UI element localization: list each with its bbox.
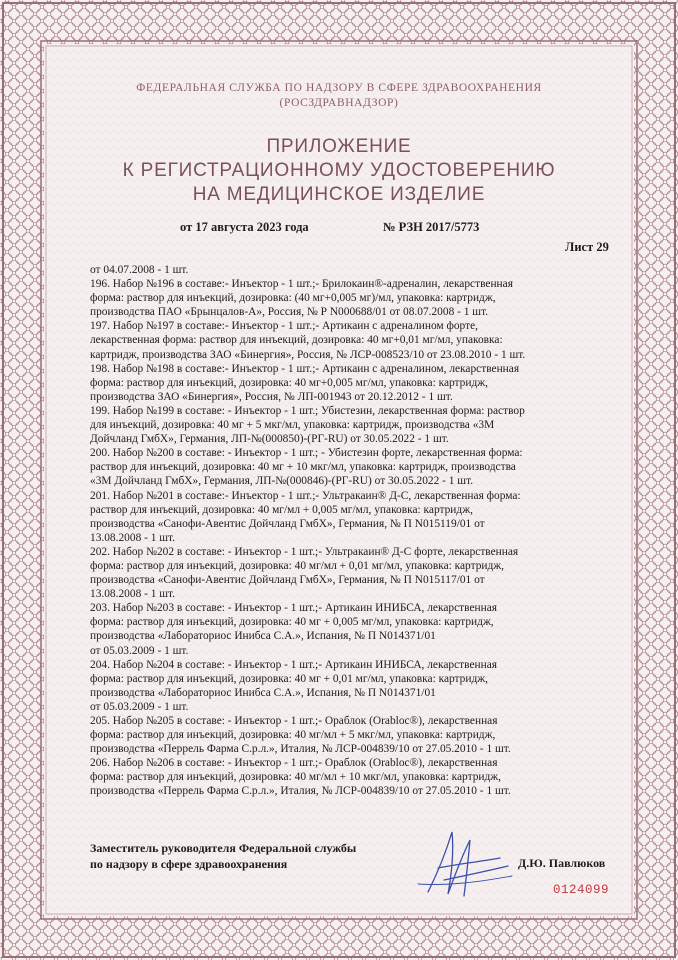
body-line: 204. Набор №204 в составе: - Инъектор - 1 шт.;- Артикаин ИНИБСА, лекарственная xyxy=(90,658,497,671)
body-line: 196. Набор №196 в составе:- Инъектор - 1 шт.;- Брилокаин®-адреналин, лекарственная xyxy=(90,278,513,291)
body-line: 13.08.2008 - 1 шт. xyxy=(90,531,176,544)
body-line: производства «Перрель Фарма С.р.л.», Италия, № ЛСР-004839/10 от 27.05.2010 - 1 шт. xyxy=(90,743,511,756)
signatory-position-line2: по надзору в сфере здравоохранения xyxy=(90,857,288,871)
signer-name: Д.Ю. Павлюков xyxy=(518,856,606,870)
body-line: производства «Санофи-Авентис Дойчланд ГмбХ», Германия, № П N015117/01 от xyxy=(90,574,485,587)
body-line: от 05.03.2009 - 1 шт. xyxy=(90,644,189,657)
signatory-position xyxy=(90,840,356,872)
agency-name: ФЕДЕРАЛЬНАЯ СЛУЖБА ПО НАДЗОРУ В СФЕРЕ ЗДРАВООХРАНЕНИЯ xyxy=(136,82,542,94)
serial-number: 0124099 xyxy=(553,883,610,897)
body-line: форма: раствор для инъекций, дозировка: (40 мг+0,005 мг)/мл, упаковка: картридж, xyxy=(90,292,496,305)
handwritten-signature-icon xyxy=(408,822,518,902)
body-line: картридж, производства ЗАО «Бинергия», Россия, № ЛСР-008523/10 от 23.08.2010 - 1 шт. xyxy=(90,348,526,361)
body-line: 200. Набор №200 в составе: - Инъектор - 1 шт.; - Убистезин форте, лекарственная форма: xyxy=(90,447,523,460)
body-line: форма: раствор для инъекций, дозировка: 40 мг+0,005 мг/мл, упаковка: картридж, xyxy=(90,376,488,389)
document-title-line3: НА МЕДИЦИНСКОЕ ИЗДЕЛИЕ xyxy=(192,184,486,205)
body-line: 198. Набор №198 в составе:- Инъектор - 1 шт.;- Артикаин с адреналином, лекарственная xyxy=(90,362,520,375)
signatory-position-line1: Заместитель руководителя Федеральной службы xyxy=(90,841,357,855)
issue-date: от 17 августа 2023 года xyxy=(180,220,309,234)
document-title-line2: К РЕГИСТРАЦИОННОМУ УДОСТОВЕРЕНИЮ xyxy=(122,160,556,181)
body-line: производства ЗАО «Бинергия», Россия, № ЛП-001943 от 20.12.2012 - 1 шт. xyxy=(90,390,453,403)
body-line: форма: раствор для инъекций, дозировка: 40 мг/мл + 5 мкг/мл, упаковка: картридж, xyxy=(90,729,496,742)
body-line: 205. Набор №205 в составе: - Инъектор - 1 шт.;- Ораблок (Orabloc®), лекарственная xyxy=(90,715,498,727)
sheet-number: Лист 29 xyxy=(565,240,609,254)
body-line: производства «Санофи-Авентис Дойчланд ГмбХ», Германия, № П N015119/01 от xyxy=(90,517,485,530)
document-body xyxy=(90,263,610,799)
body-line: 199. Набор №199 в составе: - Инъектор - 1 шт.; Убистезин, лекарственная форма: раствор xyxy=(90,404,525,417)
body-line: от 05.03.2009 - 1 шт. xyxy=(90,700,189,713)
body-line: раствор для инъекций, дозировка: 40 мг/мл + 0,005 мг/мл, упаковка: картридж, xyxy=(90,503,473,516)
document-title: ПРИЛОЖЕНИЕ xyxy=(266,136,412,157)
body-line: Дойчланд ГмбХ», Германия, ЛП-№(000850)-(РГ-RU) от 30.05.2022 - 1 шт. xyxy=(90,433,449,446)
body-line: производства «Перрель Фарма С.р.л.», Италия, № ЛСР-004839/10 от 27.05.2010 - 1 шт. xyxy=(90,785,511,798)
agency-abbreviation: (РОСЗДРАВНАДЗОР) xyxy=(279,97,399,109)
body-line: для инъекций, дозировка: 40 мг + 5 мкг/мл, упаковка: картридж, производства «3М xyxy=(90,419,495,432)
body-line: форма: раствор для инъекций, дозировка: 40 мг/мл + 0,01 мг/мл, упаковка: картридж, xyxy=(90,559,505,572)
body-line: производства ПАО «Брынцалов-А», Россия, № Р N000688/01 от 08.07.2008 - 1 шт. xyxy=(90,306,489,319)
body-line: форма: раствор для инъекций, дозировка: 40 мг/мл + 10 мкг/мл, упаковка: картридж, xyxy=(90,771,502,784)
body-line: производства «Лабораториос Инибса С.А.», Испания, № П N014371/01 xyxy=(90,630,436,643)
body-line: форма: раствор для инъекций, дозировка: 40 мг + 0,005 мг/мл, упаковка: картридж, xyxy=(90,616,494,629)
body-line: 202. Набор №202 в составе: - Инъектор - 1 шт.;- Ультракаин® Д-С форте, лекарственная xyxy=(90,545,519,558)
body-line: форма: раствор для инъекций, дозировка: 40 мг + 0,01 мг/мл, упаковка: картридж, xyxy=(90,672,488,685)
body-line: 197. Набор №197 в составе:- Инъектор - 1 шт.;- Артикаин с адреналином форте, xyxy=(90,320,478,333)
body-line: 201. Набор №201 в составе:- Инъектор - 1 шт.;- Ультракаин® Д-С, лекарственная форма: xyxy=(90,489,521,502)
registration-number: № РЗН 2017/5773 xyxy=(383,220,480,234)
body-line: «3М Дойчланд ГмбХ», Германия, ЛП-№(000846)-(РГ-RU) от 30.05.2022 - 1 шт. xyxy=(90,475,474,488)
body-line: 206. Набор №206 в составе: - Инъектор - 1 шт.;- Ораблок (Orabloc®), лекарственная xyxy=(90,757,498,770)
body-line: от 04.07.2008 - 1 шт. xyxy=(90,264,189,276)
body-line: лекарственная форма: раствор для инъекций, дозировка: 40 мг+0,01 мг/мл, упаковка: xyxy=(90,334,503,347)
body-line: 203. Набор №203 в составе: - Инъектор - 1 шт.;- Артикаин ИНИБСА, лекарственная xyxy=(90,602,497,615)
body-line: 13.08.2008 - 1 шт. xyxy=(90,588,176,601)
body-line: раствор для инъекций, дозировка: 40 мг + 10 мкг/мл, упаковка: картридж, производства xyxy=(90,461,516,474)
body-line: производства «Лабораториос Инибса С.А.», Испания, № П N014371/01 xyxy=(90,686,436,699)
